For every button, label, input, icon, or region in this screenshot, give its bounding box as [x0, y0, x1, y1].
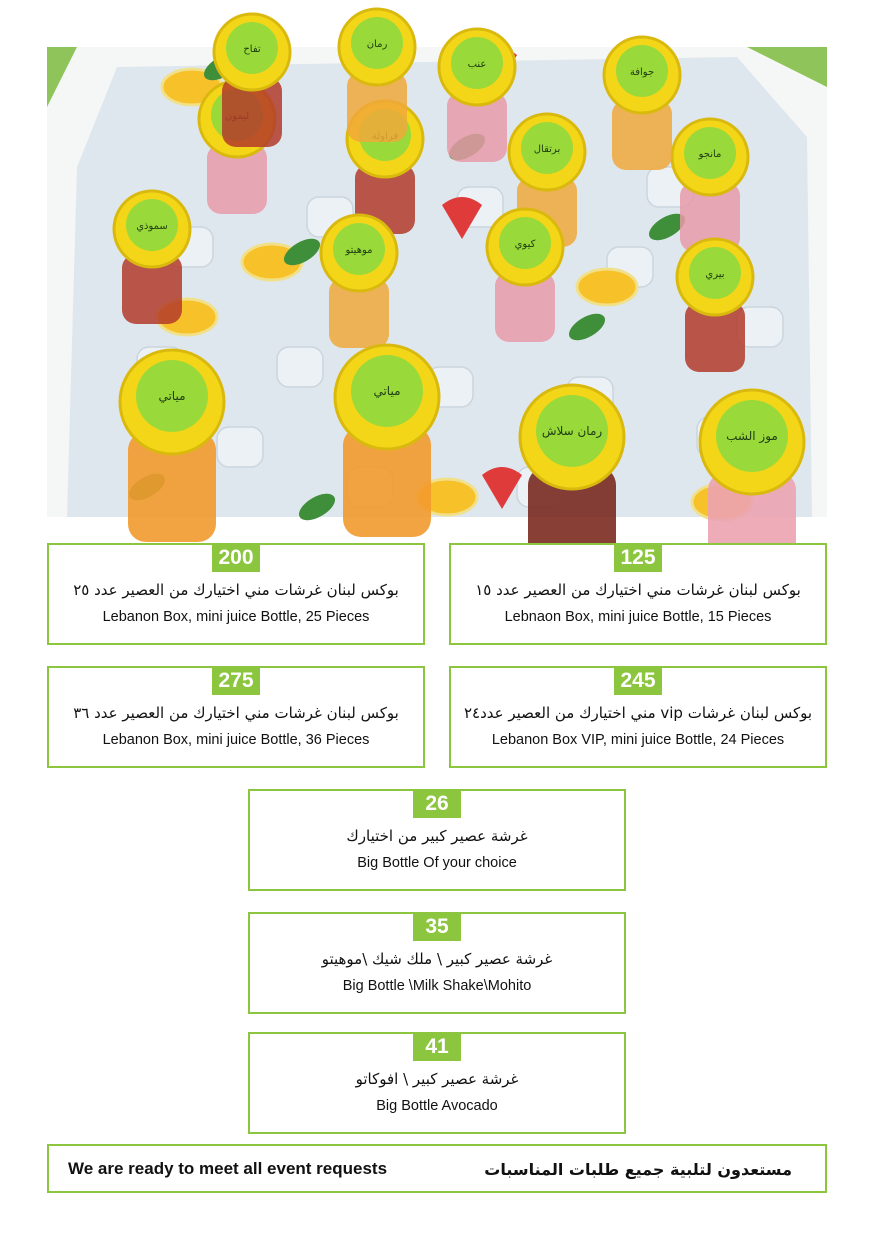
cap-label-text: كيوي — [514, 239, 536, 250]
ice-cube — [277, 347, 323, 387]
cap-label-text: تفاح — [243, 44, 261, 55]
menu-item-lebanon-box-36 — [47, 666, 425, 768]
cap-label-text: مانجو — [698, 149, 722, 160]
event-requests-banner — [47, 1144, 827, 1193]
item-title-english: Big Bottle Avocado — [376, 1098, 498, 1114]
price-badge: 41 — [413, 1032, 461, 1061]
item-title-english: Lebanon Box, mini juice Bottle, 36 Pieces — [102, 732, 370, 748]
item-title-english: Big Bottle \Milk Shake\Mohito — [342, 978, 532, 994]
price-badge: 35 — [413, 912, 461, 941]
cap-label-text: رمان سلاش — [541, 424, 603, 438]
cap-label-text: رمان — [366, 39, 388, 50]
item-title-arabic: بوكس لبنان غرشات vip مني اختيارك من العصير عدد٢٤ — [463, 704, 813, 722]
item-title-arabic: غرشة عصير كبير من اختيارك — [346, 827, 528, 845]
item-title-arabic: غرشة عصير كبير \ ملك شيك \موهيتو — [321, 950, 553, 968]
menu-item-big-bottle-avocado — [248, 1032, 626, 1134]
price-badge: 275 — [212, 666, 260, 695]
item-title-english: Big Bottle Of your choice — [357, 855, 517, 871]
menu-item-lebanon-box-15 — [449, 543, 827, 645]
cap-label-text: موز الشب — [726, 429, 778, 443]
item-title-arabic: بوكس لبنان غرشات مني اختيارك من العصير عدد ٣٦ — [73, 704, 399, 722]
cap-label-text: مياتي — [373, 384, 401, 398]
menu-item-big-bottle — [248, 789, 626, 891]
price-badge: 200 — [212, 543, 260, 572]
lemon-slice — [577, 269, 637, 305]
menu-item-big-bottle-milkshake-mohito — [248, 912, 626, 1014]
cap-label-text: جوافة — [629, 67, 655, 78]
cap-label-text: برتقال — [533, 144, 561, 155]
cap-label-text: موهيتو — [345, 245, 373, 256]
juice-bottles-photo — [47, 39, 827, 517]
menu-item-lebanon-box-vip-24 — [449, 666, 827, 768]
banner-text-english: We are ready to meet all event requests — [68, 1159, 388, 1178]
item-title-english: Lebanon Box, mini juice Bottle, 25 Pieces — [102, 609, 370, 625]
price-badge: 125 — [614, 543, 662, 572]
cap-label-text: سموذي — [136, 221, 168, 232]
item-title-arabic: بوكس لبنان غرشات مني اختيارك من العصير عدد ١٥ — [475, 581, 801, 599]
item-title-arabic: بوكس لبنان غرشات مني اختيارك من العصير عدد ٢٥ — [73, 581, 399, 599]
item-title-english: Lebanon Box VIP, mini juice Bottle, 24 Pieces — [491, 732, 785, 748]
price-badge: 26 — [413, 789, 461, 818]
cap-label-text: عنب — [467, 59, 487, 70]
cap-label-text: بيري — [705, 269, 725, 280]
menu-item-lebanon-box-25 — [47, 543, 425, 645]
ice-cube — [217, 427, 263, 467]
price-badge: 245 — [614, 666, 662, 695]
banner-text-arabic: مستعدون لتلبية جميع طلبات المناسبات — [484, 1160, 792, 1179]
cap-label-text: مياتي — [158, 389, 186, 403]
item-title-english: Lebnaon Box, mini juice Bottle, 15 Pieces — [504, 609, 772, 625]
item-title-arabic: غرشة عصير كبير \ افوكاتو — [355, 1070, 519, 1088]
